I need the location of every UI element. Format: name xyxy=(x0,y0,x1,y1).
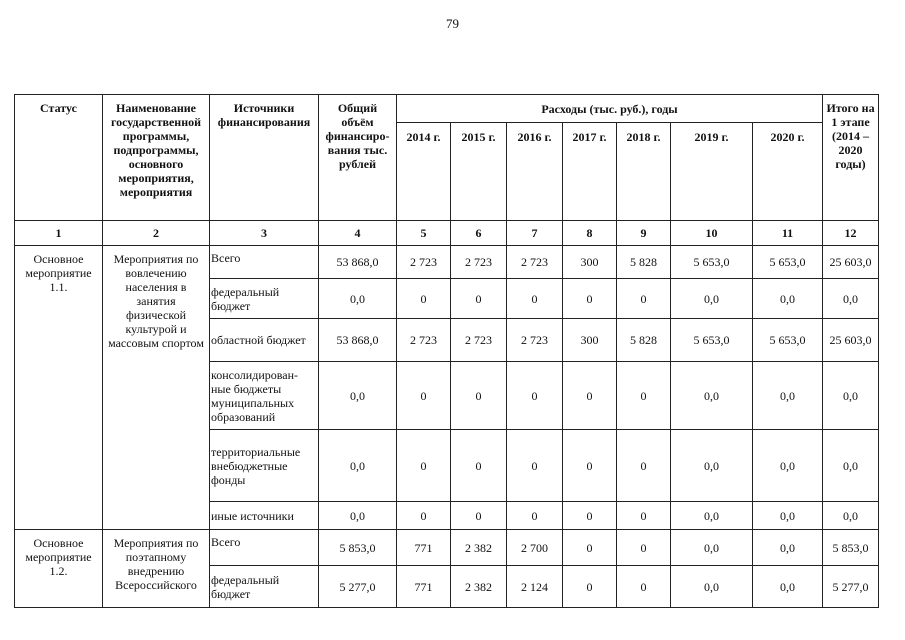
year-value-cell: 0 xyxy=(617,530,671,566)
year-value-cell: 0,0 xyxy=(753,530,823,566)
header-sources: Источники финансирования xyxy=(210,95,319,221)
source-cell: Всего xyxy=(210,530,319,566)
column-number: 5 xyxy=(397,221,451,246)
stage-total-cell: 5 853,0 xyxy=(823,530,879,566)
year-value-cell: 0 xyxy=(397,362,451,430)
year-value-cell: 0,0 xyxy=(671,566,753,608)
source-cell: Всего xyxy=(210,246,319,279)
year-value-cell: 0 xyxy=(397,279,451,319)
year-value-cell: 0 xyxy=(617,502,671,530)
year-value-cell: 5 828 xyxy=(617,246,671,279)
column-number: 4 xyxy=(319,221,397,246)
year-value-cell: 0 xyxy=(397,430,451,502)
year-value-cell: 2 723 xyxy=(397,319,451,362)
year-value-cell: 0 xyxy=(451,362,507,430)
year-value-cell: 0 xyxy=(507,430,563,502)
year-value-cell: 300 xyxy=(563,319,617,362)
stage-total-cell: 0,0 xyxy=(823,502,879,530)
year-value-cell: 0 xyxy=(507,362,563,430)
year-value-cell: 0,0 xyxy=(671,530,753,566)
header-year: 2015 г. xyxy=(451,123,507,221)
source-cell: иные источники xyxy=(210,502,319,530)
source-cell: консолидирован-ные бюджеты муниципальных образований xyxy=(210,362,319,430)
year-value-cell: 0 xyxy=(563,430,617,502)
column-number: 9 xyxy=(617,221,671,246)
total-cell: 53 868,0 xyxy=(319,246,397,279)
stage-total-cell: 0,0 xyxy=(823,362,879,430)
year-value-cell: 5 828 xyxy=(617,319,671,362)
column-number: 3 xyxy=(210,221,319,246)
header-year: 2020 г. xyxy=(753,123,823,221)
year-value-cell: 2 723 xyxy=(451,246,507,279)
year-value-cell: 0 xyxy=(563,530,617,566)
year-value-cell: 2 700 xyxy=(507,530,563,566)
year-value-cell: 2 723 xyxy=(397,246,451,279)
total-cell: 0,0 xyxy=(319,362,397,430)
source-cell: федеральный бюджет xyxy=(210,279,319,319)
column-number: 7 xyxy=(507,221,563,246)
header-total-volume: Общий объём финансиро-вания тыс. рублей xyxy=(319,95,397,221)
year-value-cell: 0 xyxy=(507,279,563,319)
year-value-cell: 0 xyxy=(507,502,563,530)
year-value-cell: 0 xyxy=(617,430,671,502)
stage-total-cell: 5 277,0 xyxy=(823,566,879,608)
total-cell: 5 277,0 xyxy=(319,566,397,608)
year-value-cell: 0,0 xyxy=(753,430,823,502)
year-value-cell: 0 xyxy=(617,279,671,319)
column-number-row xyxy=(15,221,879,246)
event-name-cell: Мероприятия по вовлечению населения в занятия физической культурой и массовым спортом xyxy=(103,246,210,530)
total-cell: 0,0 xyxy=(319,502,397,530)
status-cell: Основное мероприятие 1.2. xyxy=(15,530,103,608)
year-value-cell: 0 xyxy=(563,502,617,530)
total-cell: 0,0 xyxy=(319,279,397,319)
stage-total-cell: 25 603,0 xyxy=(823,319,879,362)
column-number: 1 xyxy=(15,221,103,246)
year-value-cell: 0,0 xyxy=(671,430,753,502)
header-status: Статус xyxy=(15,95,103,221)
year-value-cell: 771 xyxy=(397,530,451,566)
year-value-cell: 0 xyxy=(563,279,617,319)
year-value-cell: 2 124 xyxy=(507,566,563,608)
year-value-cell: 2 723 xyxy=(507,319,563,362)
year-value-cell: 0 xyxy=(451,430,507,502)
year-value-cell: 771 xyxy=(397,566,451,608)
budget-table xyxy=(14,94,879,608)
year-value-cell: 0,0 xyxy=(753,362,823,430)
year-value-cell: 0,0 xyxy=(671,502,753,530)
year-value-cell: 0 xyxy=(617,362,671,430)
stage-total-cell: 0,0 xyxy=(823,279,879,319)
header-year: 2014 г. xyxy=(397,123,451,221)
header-year: 2018 г. xyxy=(617,123,671,221)
year-value-cell: 0 xyxy=(617,566,671,608)
year-value-cell: 0 xyxy=(451,502,507,530)
table-row xyxy=(15,246,879,279)
table-row xyxy=(15,530,879,566)
column-number: 8 xyxy=(563,221,617,246)
event-name-cell: Мероприятия по поэтапному внедрению Всероссийского xyxy=(103,530,210,608)
year-value-cell: 2 382 xyxy=(451,566,507,608)
header-stage-total: Итого на 1 этапе (2014 – 2020 годы) xyxy=(823,95,879,221)
year-value-cell: 0 xyxy=(451,279,507,319)
header-name: Наименование государственной программы, подпрограммы, основного мероприятия, мероприятия xyxy=(103,95,210,221)
column-number: 12 xyxy=(823,221,879,246)
year-value-cell: 5 653,0 xyxy=(753,246,823,279)
column-number: 2 xyxy=(103,221,210,246)
year-value-cell: 0,0 xyxy=(671,362,753,430)
year-value-cell: 0 xyxy=(397,502,451,530)
year-value-cell: 5 653,0 xyxy=(671,246,753,279)
source-cell: федеральный бюджет xyxy=(210,566,319,608)
status-cell: Основное мероприятие 1.1. xyxy=(15,246,103,530)
stage-total-cell: 0,0 xyxy=(823,430,879,502)
header-year: 2017 г. xyxy=(563,123,617,221)
year-value-cell: 5 653,0 xyxy=(753,319,823,362)
year-value-cell: 5 653,0 xyxy=(671,319,753,362)
total-cell: 5 853,0 xyxy=(319,530,397,566)
stage-total-cell: 25 603,0 xyxy=(823,246,879,279)
year-value-cell: 2 723 xyxy=(451,319,507,362)
total-cell: 0,0 xyxy=(319,430,397,502)
header-expenses: Расходы (тыс. руб.), годы xyxy=(397,95,823,123)
page-number: 79 xyxy=(446,16,459,31)
column-number: 6 xyxy=(451,221,507,246)
year-value-cell: 0,0 xyxy=(753,502,823,530)
total-cell: 53 868,0 xyxy=(319,319,397,362)
year-value-cell: 2 382 xyxy=(451,530,507,566)
year-value-cell: 0,0 xyxy=(671,279,753,319)
year-value-cell: 2 723 xyxy=(507,246,563,279)
source-cell: территориальные внебюджетные фонды xyxy=(210,430,319,502)
source-cell: областной бюджет xyxy=(210,319,319,362)
header-year: 2019 г. xyxy=(671,123,753,221)
column-number: 10 xyxy=(671,221,753,246)
header-year: 2016 г. xyxy=(507,123,563,221)
column-number: 11 xyxy=(753,221,823,246)
year-value-cell: 0 xyxy=(563,362,617,430)
year-value-cell: 0,0 xyxy=(753,566,823,608)
year-value-cell: 300 xyxy=(563,246,617,279)
year-value-cell: 0,0 xyxy=(753,279,823,319)
year-value-cell: 0 xyxy=(563,566,617,608)
